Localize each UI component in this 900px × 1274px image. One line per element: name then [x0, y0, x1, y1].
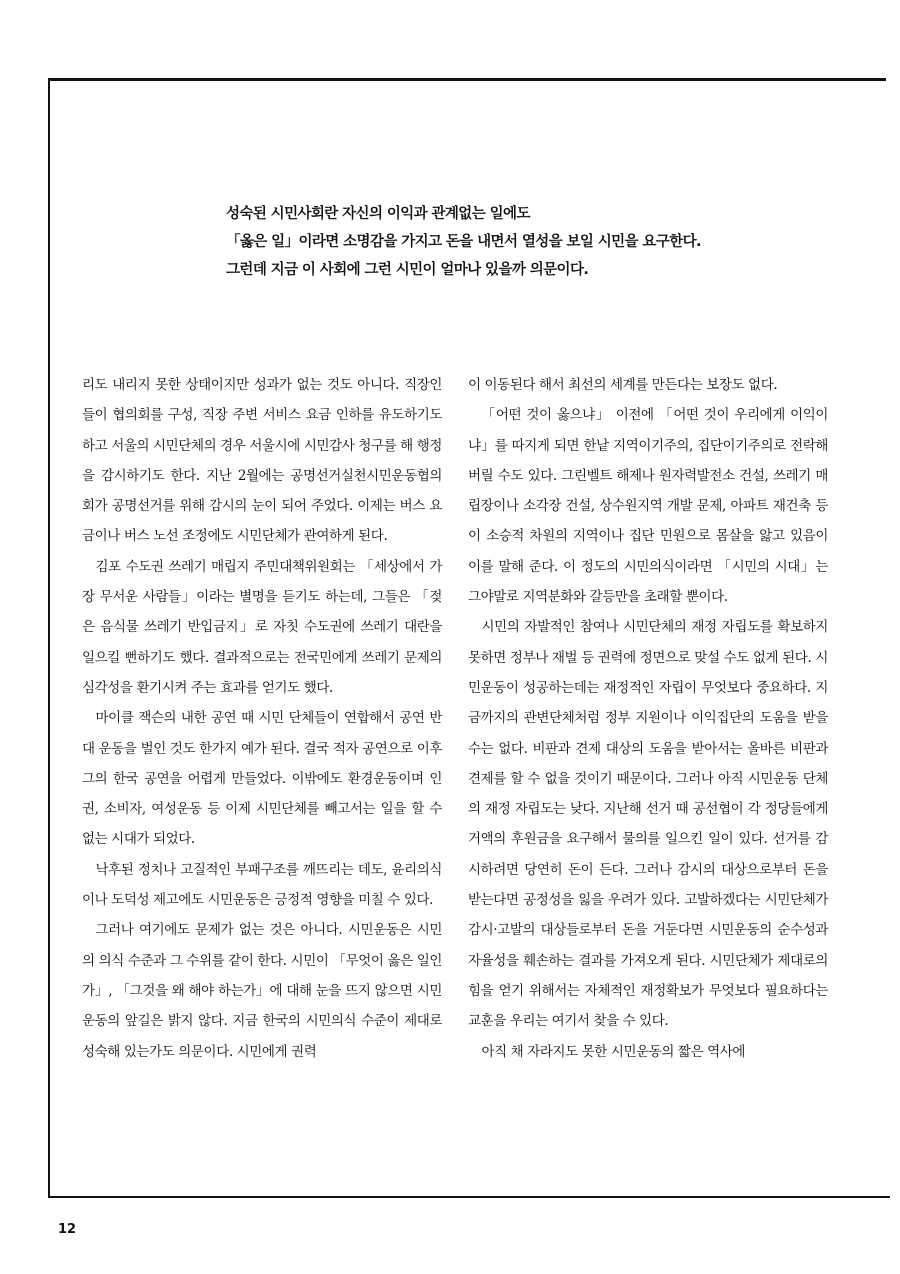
left-column	[82, 370, 442, 1067]
paragraph: 아직 채 자라지도 못한 시민운동의 짧은 역사에	[481, 1043, 746, 1060]
pull-quote-line: 그런데 지금 이 사회에 그런 시민이 얼마나 있을까 의문이다.	[226, 262, 589, 278]
paragraph: 이 이동된다 해서 최선의 세계를 만든다는 보장도 없다.	[468, 377, 778, 393]
right-column	[468, 370, 828, 1067]
paragraph: 낙후된 정치나 고질적인 부패구조를 깨뜨리는 데도, 윤리의식이나 도덕성 제고에도 시민운동은 긍정적 영향을 미칠 수 있다.	[82, 861, 442, 909]
paragraph: 「어떤 것이 옳으냐」 이전에 「어떤 것이 우리에게 이익이냐」를 따지게 되면 한낱 지역이기주의, 집단이기주의로 전락해 버릴 수도 있다. 그린벨트 해제나 원자력발전소 건설, 쓰레기 매립장이나 소각장 건설, 상수원지역 개발 문제, 아파트 재건축 등이 소승적 차원의 지역이나 집단 민원으로 몸살을 앓고 있음이 이를 말해 준다. 이 정도의 시민의식이라면 「시민의 시대」는 그야말로 지역분화와 갈등만을 초래할 뿐이다.	[468, 407, 828, 606]
top-rule	[48, 78, 886, 81]
paragraph: 시민의 자발적인 참여나 시민단체의 재정 자립도를 확보하지 못하면 정부나 재벌 등 권력에 정면으로 맞설 수도 없게 된다. 시민운동이 성공하는데는 재정적인 자립이 무엇보다 중요하다. 지금까지의 관변단체처럼 정부 지원이나 이익집단의 도움을 받을 수는 없다. 비판과 견제 대상의 도움을 받아서는 올바른 비판과 견제를 할 수 없을 것이기 때문이다. 그러나 아직 시민운동 단체의 재정 자립도는 낮다. 지난해 선거 때 공선협이 각 정당들에게 거액의 후원금을 요구해서 물의를 일으킨 일이 있다. 선거를 감시하려면 당연히 돈이 든다. 그러나 감시의 대상으로부터 돈을 받는다면 공정성을 잃을 우려가 있다. 고발하겠다는 시민단체가 감시·고발의 대상들로부터 돈을 거둔다면 시민운동의 순수성과 자율성을 훼손하는 결과를 가져오게 된다. 시민단체가 제대로의 힘을 얻기 위해서는 자체적인 재정확보가 무엇보다 필요하다는 교훈을 우리는 여기서 찾을 수 있다.	[468, 619, 828, 1030]
bottom-rule	[48, 1196, 890, 1198]
paragraph: 김포 수도권 쓰레기 매립지 주민대책위원회는 「세상에서 가장 무서운 사람들」이라는 별명을 듣기도 하는데, 그들은 「젖은 음식물 쓰레기 반입금지」로 자칫 수도권에 쓰레기 대란을 일으킬 뻔하기도 했다. 결과적으로는 전국민에게 쓰레기 문제의 심각성을 환기시켜 주는 효과를 얻기도 했다.	[82, 558, 442, 696]
pull-quote-line: 성숙된 시민사회란 자신의 이익과 관계없는 일에도	[226, 206, 530, 222]
pull-quote	[226, 200, 786, 284]
paragraph: 마이클 잭슨의 내한 공연 때 시민 단체들이 연합해서 공연 반대 운동을 벌인 것도 한가지 예가 된다. 결국 적자 공연으로 이후 그의 한국 공연을 어렵게 만들었다. 이밖에도 환경운동이며 인권, 소비자, 여성운동 등 이제 시민단체를 빼고서는 일을 할 수 없는 시대가 되었다.	[82, 710, 442, 848]
paragraph: 그러나 여기에도 문제가 없는 것은 아니다. 시민운동은 시민의 의식 수준과 그 수위를 같이 한다. 시민이 「무엇이 옳은 일인가」, 「그것을 왜 해야 하는가」에 대해 눈을 뜨지 않으면 시민운동의 앞길은 밝지 않다. 지금 한국의 시민의식 수준이 제대로 성숙해 있는가도 의문이다. 시민에게 권력	[82, 922, 442, 1060]
left-rule	[48, 78, 50, 1197]
pull-quote-line: 「옳은 일」이라면 소명감을 가지고 돈을 내면서 열성을 보일 시민을 요구한다.	[226, 234, 701, 250]
paragraph: 리도 내리지 못한 상태이지만 성과가 없는 것도 아니다. 직장인들이 협의회를 구성, 직장 주변 서비스 요금 인하를 유도하기도 하고 서울의 시민단체의 경우 서울시에 시민감사 청구를 해 행정을 감시하기도 한다. 지난 2월에는 공명선거실천시민운동협의회가 공명선거를 위해 감시의 눈이 되어 주었다. 이제는 버스 요금이나 버스 노선 조정에도 시민단체가 관여하게 된다.	[82, 377, 442, 545]
page-number: 12	[58, 1222, 77, 1237]
